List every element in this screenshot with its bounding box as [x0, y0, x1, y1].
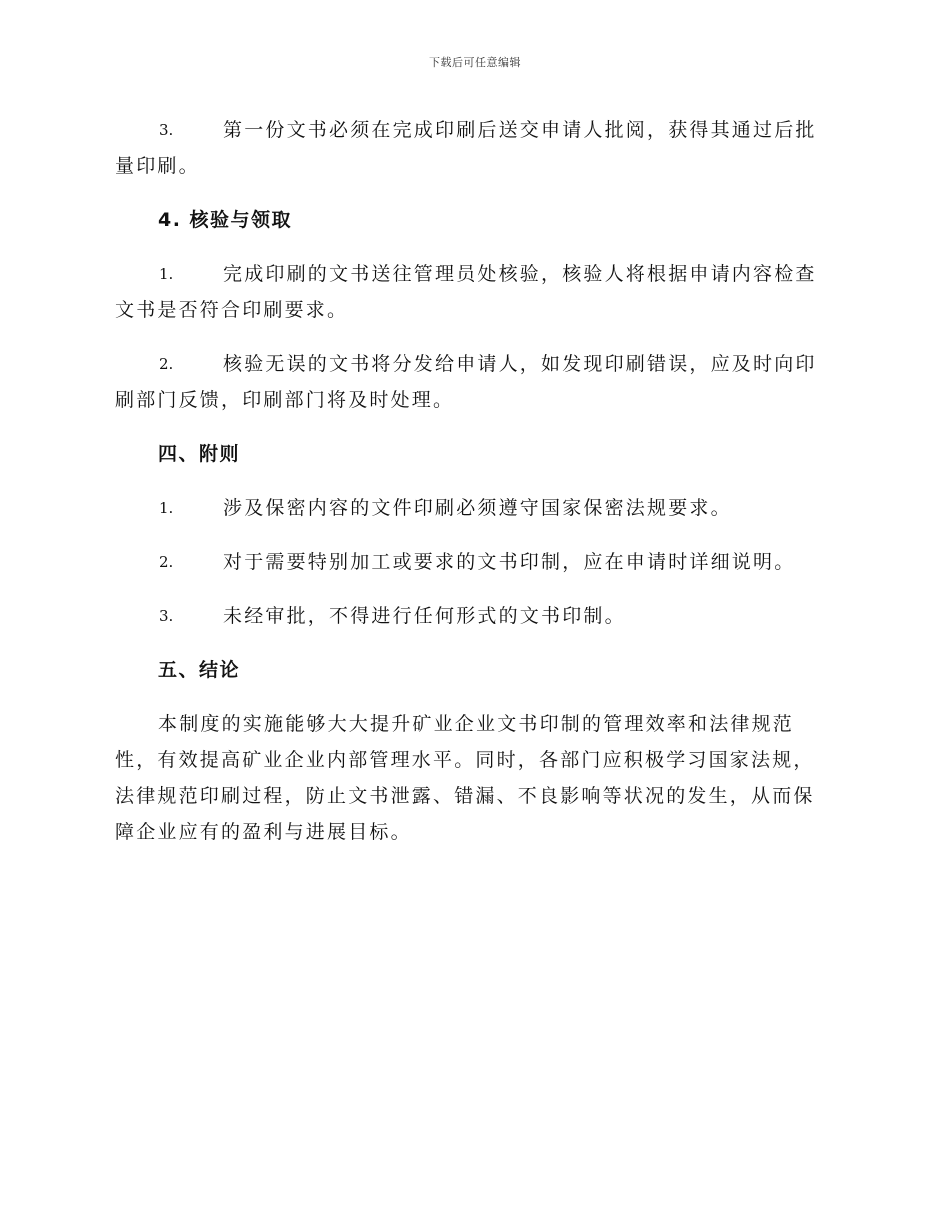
item-text: 核验无误的文书将分发给申请人，如发现印刷错误，应及时向印刷部门反馈，印刷部门将及时处理。: [115, 353, 817, 411]
item-number: 2.: [159, 553, 174, 571]
list-item: [115, 544, 835, 580]
item-number: 3.: [159, 121, 174, 139]
document-body: [115, 112, 835, 850]
item-text: 涉及保密内容的文件印刷必须遵守国家保密法规要求。: [223, 497, 732, 519]
item-number: 3.: [159, 607, 174, 625]
item-number: 1.: [159, 265, 174, 283]
section-heading-conclusion: 五、结论: [158, 659, 241, 681]
page-header: 下载后可任意编辑: [429, 56, 521, 69]
section-heading-verification: 4. 核验与领取: [158, 209, 293, 231]
item-text: 第一份文书必须在完成印刷后送交申请人批阅，获得其通过后批量印刷。: [115, 119, 817, 177]
conclusion-paragraph: 本制度的实施能够大大提升矿业企业文书印制的管理效率和法律规范性，有效提高矿业企业内部管理水平。同时，各部门应积极学习国家法规，法律规范印刷过程，防止文书泄露、错漏、不良影响等状况的发生，从而保障企业应有的盈利与进展目标。: [115, 713, 815, 843]
list-item: [115, 598, 835, 634]
item-text: 对于需要特别加工或要求的文书印制，应在申请时详细说明。: [223, 551, 796, 573]
item-text: 未经审批，不得进行任何形式的文书印制。: [223, 605, 626, 627]
item-text: 完成印刷的文书送往管理员处核验，核验人将根据申请内容检查文书是否符合印刷要求。: [115, 263, 817, 321]
section-heading-appendix: 四、附则: [158, 443, 241, 465]
list-item: [115, 112, 835, 184]
list-item: [115, 346, 835, 418]
list-item: [115, 490, 835, 526]
item-number: 1.: [159, 499, 174, 517]
list-item: [115, 256, 835, 328]
item-number: 2.: [159, 355, 174, 373]
